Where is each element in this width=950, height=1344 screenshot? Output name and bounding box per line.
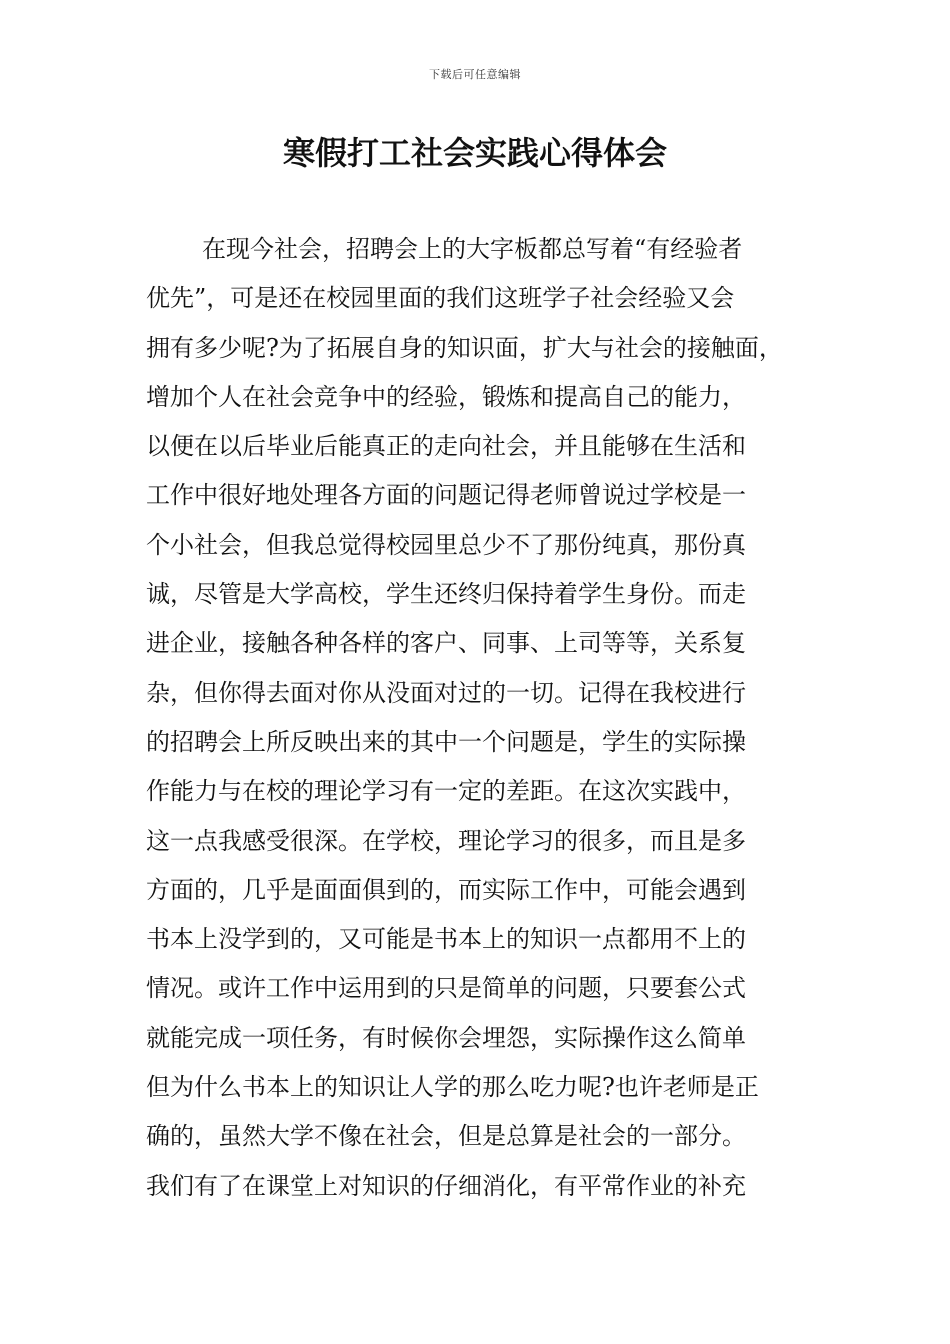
body-line: 以便在以后毕业后能真正的走向社会，并且能够在生活和	[146, 432, 746, 461]
body-line: 确的，虽然大学不像在社会，但是总算是社会的一部分。	[146, 1122, 746, 1151]
body-line: 工作中很好地处理各方面的问题记得老师曾说过学校是一	[146, 481, 746, 510]
body-line: 增加个人在社会竞争中的经验，锻炼和提高自己的能力，	[146, 382, 746, 411]
body-line: 作能力与在校的理论学习有一定的差距。在这次实践中，	[146, 777, 746, 806]
body-line: 杂，但你得去面对你从没面对过的一切。记得在我校进行	[146, 678, 746, 707]
document-body	[146, 225, 811, 1211]
body-line: 拥有多少呢?为了拓展自身的知识面，扩大与社会的接触面，	[146, 333, 783, 362]
body-line: 优先”，可是还在校园里面的我们这班学子社会经验又会	[146, 284, 735, 313]
body-line: 情况。或许工作中运用到的只是简单的问题，只要套公式	[146, 974, 746, 1003]
page-header-note: 下载后可任意编辑	[429, 68, 521, 81]
body-line: 在现今社会，招聘会上的大字板都总写着“有经验者	[202, 235, 743, 263]
body-line: 书本上没学到的，又可能是书本上的知识一点都用不上的	[146, 925, 746, 954]
body-line: 就能完成一项任务，有时候你会埋怨，实际操作这么简单	[146, 1023, 746, 1052]
body-line: 进企业，接触各种各样的客户、同事、上司等等，关系复	[146, 629, 746, 658]
body-line: 的招聘会上所反映出来的其中一个问题是，学生的实际操	[146, 727, 746, 756]
body-line: 方面的，几乎是面面俱到的，而实际工作中，可能会遇到	[146, 875, 746, 904]
body-line: 这一点我感受很深。在学校，理论学习的很多，而且是多	[146, 826, 746, 855]
body-line: 但为什么书本上的知识让人学的那么吃力呢?也许老师是正	[146, 1073, 759, 1102]
body-line: 个小社会，但我总觉得校园里总少不了那份纯真，那份真	[146, 530, 746, 559]
body-line: 我们有了在课堂上对知识的仔细消化，有平常作业的补充	[146, 1171, 746, 1200]
document-title: 寒假打工社会实践心得体会	[282, 134, 667, 172]
body-line: 诚，尽管是大学高校，学生还终归保持着学生身份。而走	[146, 580, 746, 609]
